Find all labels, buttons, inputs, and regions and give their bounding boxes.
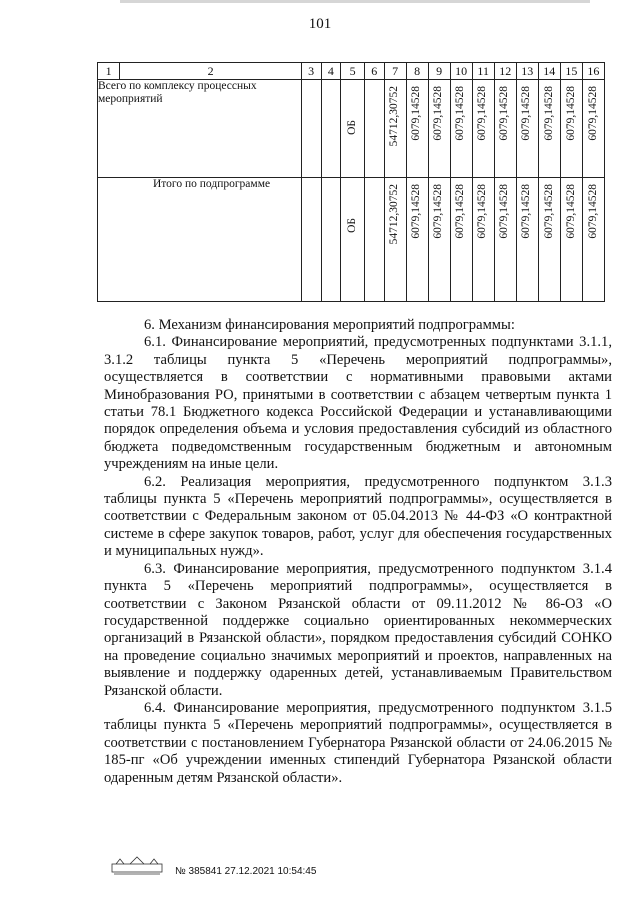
header-cell: 7 — [384, 63, 406, 80]
header-cell: 1 — [98, 63, 120, 80]
value-cell: 6079,14528 — [450, 80, 472, 178]
value-cell: 6079,14528 — [450, 178, 472, 302]
empty-cell — [364, 80, 384, 178]
paragraph-6-2: 6.2. Реализация мероприятия, предусмотренного подпунктом 3.1.3 таблицы пункта 5 «Перечень мероприятий подпрограммы», осуществляется в соответствии с Федеральным законом от 05.04.2013 № 44-ФЗ «О контрактной системе в сфере закупок товаров, работ, услуг для обеспечения государственных и муниципальных нужд». — [104, 473, 612, 560]
value-cell: 6079,14528 — [516, 178, 538, 302]
value-cell: 6079,14528 — [472, 178, 494, 302]
value-cell: 6079,14528 — [560, 80, 582, 178]
empty-cell — [301, 178, 321, 302]
empty-cell — [301, 80, 321, 178]
header-cell: 5 — [341, 63, 365, 80]
header-cell: 14 — [538, 63, 560, 80]
value-cell: 6079,14528 — [406, 80, 428, 178]
value-cell: 6079,14528 — [406, 178, 428, 302]
empty-cell — [321, 178, 341, 302]
empty-cell — [321, 80, 341, 178]
source-cell: ОБ — [341, 80, 365, 178]
value-cell: 6079,14528 — [538, 80, 560, 178]
table-row — [98, 80, 605, 178]
source-cell: ОБ — [341, 178, 365, 302]
value-cell: 6079,14528 — [516, 80, 538, 178]
header-cell: 12 — [494, 63, 516, 80]
value-cell: 6079,14528 — [428, 178, 450, 302]
header-cell: 10 — [450, 63, 472, 80]
header-cell: 9 — [428, 63, 450, 80]
value-cell: 6079,14528 — [472, 80, 494, 178]
header-cell: 2 — [120, 63, 302, 80]
value-cell: 6079,14528 — [494, 178, 516, 302]
header-cell: 3 — [301, 63, 321, 80]
header-cell: 4 — [321, 63, 341, 80]
empty-cell — [364, 178, 384, 302]
document-id: № 385841 27.12.2021 10:54:45 — [175, 866, 317, 877]
header-cell: 6 — [364, 63, 384, 80]
table-header-row — [98, 63, 605, 80]
row-label: Итого по подпрограмме — [98, 178, 302, 302]
row-label: Всего по комплексу процессных мероприятий — [98, 80, 302, 178]
financing-table — [97, 62, 605, 302]
header-cell: 15 — [560, 63, 582, 80]
value-cell: 6079,14528 — [494, 80, 516, 178]
value-cell: 6079,14528 — [560, 178, 582, 302]
body-text — [104, 317, 612, 787]
government-seal-icon — [110, 856, 164, 876]
header-cell: 13 — [516, 63, 538, 80]
value-cell: 6079,14528 — [582, 178, 604, 302]
scan-edge — [120, 0, 590, 3]
header-cell: 16 — [582, 63, 604, 80]
value-cell: 6079,14528 — [428, 80, 450, 178]
value-cell: 6079,14528 — [538, 178, 560, 302]
value-cell: 54712,30752 — [384, 178, 406, 302]
value-cell: 54712,30752 — [384, 80, 406, 178]
value-cell: 6079,14528 — [582, 80, 604, 178]
section-heading: 6. Механизм финансирования мероприятий подпрограммы: — [144, 317, 515, 333]
table-row — [98, 178, 605, 302]
paragraph-6-4: 6.4. Финансирование мероприятия, предусмотренного подпунктом 3.1.5 таблицы пункта 5 «Перечень мероприятий подпрограммы», осуществляется в соответствии с постановлением Губернатора Рязанской области от 24.06.2015 № 185-пг «Об учреждении именных стипендий Губернатора Рязанской области одаренным детям Рязанской области». — [104, 699, 612, 786]
header-cell: 8 — [406, 63, 428, 80]
paragraph-6-3: 6.3. Финансирование мероприятия, предусмотренного подпунктом 3.1.4 пункта 5 «Перечень мероприятий подпрограммы», осуществляется в соответствии с Законом Рязанской области от 09.11.2012 № 86-ОЗ «О государственной поддержке социально ориентированных некоммерческих организаций в Рязанской области», порядком предоставления субсидий СОНКО на проведение социально значимых мероприятий и проектов, направленных на выявление и поддержку одаренных детей, устанавливаемым Правительством Рязанской области. — [104, 560, 612, 699]
header-cell: 11 — [472, 63, 494, 80]
page-number: 101 — [308, 16, 332, 32]
paragraph-6-1: 6.1. Финансирование мероприятий, предусмотренных подпунктами 3.1.1, 3.1.2 таблицы пункта 5 «Перечень мероприятий подпрограммы», осуществляется в соответствии с нормативными правовыми актами Минобразования РО, принятыми в соответствии с абзацем четвертым пункта 1 статьи 78.1 Бюджетного кодекса Российской Федерации и устанавливающими порядок определения объема и условия предоставления субсидий из областного бюджета подведомственным государственным бюджетным и автономным учреждениям на иные цели. — [104, 334, 612, 473]
